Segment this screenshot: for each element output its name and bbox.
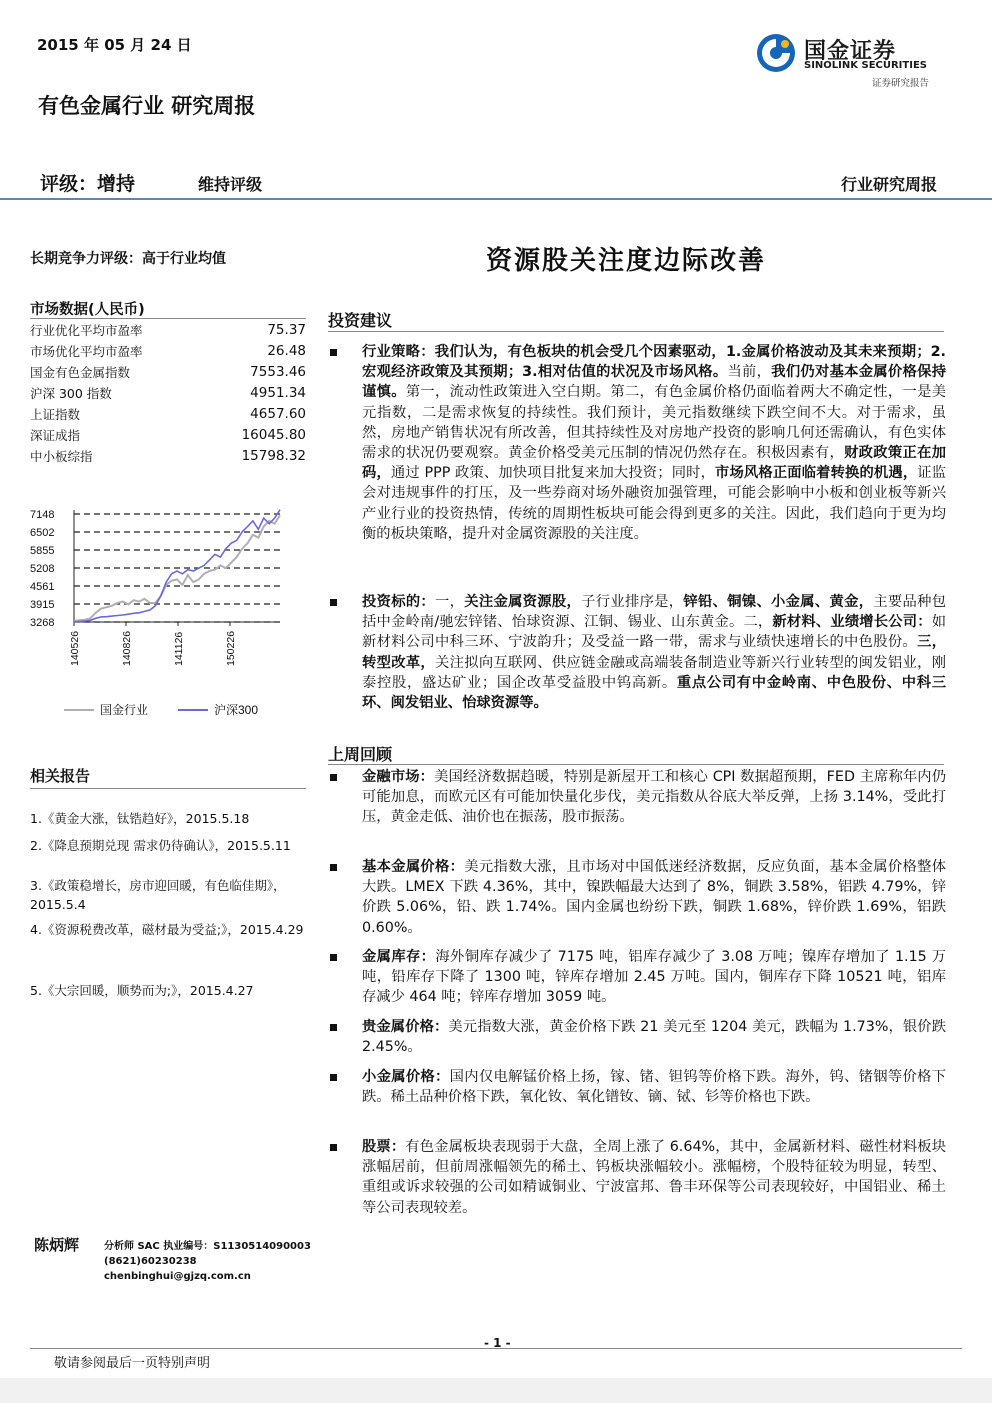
rating-sub: 维持评级 xyxy=(198,175,263,194)
market-label: 国金有色金属指数 xyxy=(30,365,131,380)
index-comparison-chart xyxy=(30,498,314,728)
analyst-info xyxy=(104,1239,311,1284)
industry-title: 有色金属行业 研究周报 xyxy=(38,93,256,118)
x-tick-label: 140826 xyxy=(121,630,133,666)
y-tick-label: 6502 xyxy=(30,526,55,539)
market-row xyxy=(30,341,306,362)
market-value: 4657.60 xyxy=(250,406,306,422)
paragraph: 小金属价格：国内仅电解锰价格上扬，镓、锗、钽钨等价格下跌。海外，钨、锗铟等价格下跌。稀土品种价格下跌，氧化钕、氧化镨钕、镝、铽、钐等价格也下跌。 xyxy=(362,1069,947,1106)
related-report-item[interactable]: 2.《降息预期兑现 需求仍待确认》，2015.5.11 xyxy=(30,838,291,853)
logo-subtitle: 证券研究报告 xyxy=(872,78,930,89)
bullet-icon xyxy=(330,774,337,781)
logo-chinese: 国金证券 xyxy=(804,39,897,64)
bullet-icon xyxy=(330,1144,337,1151)
paragraph: 股票：有色金属板块表现弱于大盘，全周上涨了 6.64%，其中，金属新材料、磁性材料板块涨幅居前，但前周涨幅领先的稀土、钨板块涨幅较小。涨幅榜，个股特征较为明显，转型、重组或诉求较强的公司如精诚铜业、宁波富邦、鲁丰环保等公司表现较好，中国铝业、稀土等公司表现较差。 xyxy=(362,1139,946,1216)
analyst-email[interactable]: chenbinghui@gjzq.com.cn xyxy=(104,1271,251,1282)
y-tick-label: 3268 xyxy=(30,617,55,629)
report-date: 2015 年 05 月 24 日 xyxy=(37,36,192,54)
footer-bar xyxy=(0,1378,992,1403)
analyst-sac-number: 分析师 SAC 执业编号：S1130514090003 xyxy=(104,1241,311,1252)
analyst-phone: (8621)60230238 xyxy=(104,1256,197,1267)
related-report-item[interactable]: 5.《大宗回暖，顺势而为;》，2015.4.27 xyxy=(30,983,254,998)
market-row xyxy=(30,425,306,446)
bullet-investment-targets xyxy=(330,592,946,713)
market-value: 75.37 xyxy=(267,322,306,338)
divider xyxy=(30,788,306,789)
divider xyxy=(328,331,944,332)
series-line xyxy=(74,510,280,622)
y-tick-label: 7148 xyxy=(30,509,55,521)
market-data-heading: 市场数据(人民币) xyxy=(30,302,145,318)
x-tick-label: 140526 xyxy=(69,630,81,666)
bullet-icon xyxy=(330,954,337,961)
market-value: 26.48 xyxy=(267,343,306,359)
y-tick-label: 5208 xyxy=(30,563,55,575)
market-row xyxy=(30,383,306,404)
market-row xyxy=(30,320,306,341)
market-label: 市场优化平均市盈率 xyxy=(30,344,143,359)
paragraph: 行业策略：我们认为，有色板块的机会受几个因素驱动，1.金属价格波动及其未来预期；2.宏观经济政策及其预期；3.相对估值的状况及市场风格。当前，我们仍对基本金属价格保持谨慎。第一，流动性政策进入空白期。第二，有色金属价格仍面临着两大不确定性，一是美元指数，二是需求恢复的持续性。我们预计，美元指数继续下跌空间不大。对于需求，虽然，房地产销售状况有所改善，但其持续性及对房地产投资的影响几何还需确认，有色实体需求的状况仍要观察。黄金价格受美元压制的情况仍然存在。积极因素有，财政政策正在加码，通过 PPP 政策、加快项目批复来加大投资；同时，市场风格正面临着转换的机遇，证监会对违规事件的打压，及一些券商对场外融资加强管理，可能会影响中小板和创业板等新兴产业行业的投资热情，传统的周期性板块可能会得到更多的关注。因此，我们趋向于更为均衡的板块策略，提升对金属资源股的关注度。 xyxy=(362,344,947,542)
market-label: 深证成指 xyxy=(30,428,81,443)
main-title: 资源股关注度边际改善 xyxy=(486,246,767,276)
bullet-icon xyxy=(330,1024,337,1031)
y-tick-label: 5855 xyxy=(30,544,55,557)
bullet-icon xyxy=(330,864,337,871)
bullet-icon xyxy=(330,349,337,356)
y-tick-label: 3915 xyxy=(30,598,55,611)
bullet-industry-strategy xyxy=(330,342,946,544)
market-row xyxy=(30,362,306,383)
report-type: 行业研究周报 xyxy=(840,175,937,194)
bullet-metal-inventory xyxy=(330,947,946,1008)
bullet-minor-metal-prices xyxy=(330,1067,946,1107)
market-label: 中小板综指 xyxy=(30,449,93,464)
paragraph: 金融市场：美国经济数据趋暖，特别是新屋开工和核心 CPI 数据超预期，FED 主席称年内仍可能加息，而欧元区有可能加快量化步伐，美元指数从谷底大举反弹，上扬 3.14%，受此打压，黄金走低、油价也在振荡，股市振荡。 xyxy=(362,769,947,826)
x-tick-label: 150226 xyxy=(225,630,237,666)
bullet-base-metal-prices xyxy=(330,857,946,938)
related-reports-heading: 相关报告 xyxy=(30,767,91,785)
related-report-item[interactable]: 1.《黄金大涨，钛锆趋好》，2015.5.18 xyxy=(30,811,250,826)
page-number: - 1 - xyxy=(484,1336,511,1350)
market-row xyxy=(30,404,306,425)
market-value: 7553.46 xyxy=(250,364,306,380)
market-value: 4951.34 xyxy=(250,385,306,401)
competitiveness-rating: 长期竞争力评级：高于行业均值 xyxy=(30,251,226,267)
company-logo xyxy=(752,30,947,90)
footer-note: 敬请参阅最后一页特别声明 xyxy=(54,1356,211,1371)
bullet-icon xyxy=(330,1074,337,1081)
related-report-item[interactable]: 4.《资源税费改革，磁材最为受益;》，2015.4.29 xyxy=(30,922,304,937)
market-label: 上证指数 xyxy=(30,407,81,422)
section-heading-review: 上周回顾 xyxy=(328,745,393,764)
market-value: 16045.80 xyxy=(241,427,306,443)
bullet-icon xyxy=(330,599,337,606)
paragraph: 基本金属价格：美元指数大涨，且市场对中国低迷经济数据，反应负面，基本金属价格整体大跌。LMEX 下跌 4.36%，其中，镍跌幅最大达到了 8%，铜跌 3.58%，铝跌 4.79%，锌价跌 5.06%，铅、跌 1.74%。国内金属也纷纷下跌，铜跌 1.68%，锌价跌 1.69%，铝跌 0.60%。 xyxy=(362,859,947,936)
market-value: 15798.32 xyxy=(241,448,306,464)
market-row xyxy=(30,446,306,467)
related-report-item[interactable]: 3.《政策稳增长，房市迎回暖，有色临佳期》，2015.5.4 xyxy=(30,878,286,912)
rating-label: 评级：增持 xyxy=(40,173,136,195)
paragraph: 贵金属价格：美元指数大涨，黄金价格下跌 21 美元至 1204 美元，跌幅为 1.73%，银价跌 2.45%。 xyxy=(362,1019,947,1056)
analyst-name: 陈炳辉 xyxy=(34,1236,80,1254)
market-label: 沪深 300 指数 xyxy=(30,386,112,401)
legend-label: 沪深300 xyxy=(214,703,259,717)
x-tick-label: 141126 xyxy=(173,631,185,666)
y-tick-label: 4561 xyxy=(30,581,55,594)
legend-label: 国金行业 xyxy=(100,703,149,717)
bullet-stocks xyxy=(330,1137,946,1218)
divider xyxy=(30,1348,962,1349)
sinolink-logo-icon xyxy=(756,33,796,73)
bullet-precious-metal-prices xyxy=(330,1017,946,1057)
logo-english: SINOLINK SECURITIES xyxy=(804,60,927,71)
paragraph: 金属库存：海外铜库存减少了 7175 吨，铝库存减少了 3.08 万吨；镍库存增加了 1.15 万吨，铅库存下降了 1300 吨，锌库存增加 2.45 万吨。国内，铜库存下降 10521 吨，铝库存减少 464 吨；锌库存增加 3059 吨。 xyxy=(362,949,946,1006)
divider xyxy=(30,318,306,319)
market-data-table xyxy=(30,320,306,467)
divider xyxy=(328,764,944,765)
bullet-financial-market xyxy=(330,767,946,828)
section-heading-investment: 投资建议 xyxy=(328,311,393,330)
market-label: 行业优化平均市盈率 xyxy=(30,323,143,338)
paragraph: 投资标的：一，关注金属资源股，子行业排序是，锌铅、铜镍、小金属、黄金，主要品种包括中金岭南/驰宏锌锗、怡球资源、江铜、锡业、山东黄金。二，新材料、业绩增长公司：如新材料公司中科三环、宁波韵升；及受益一路一带，需求与业绩快速增长的中色股份。三，转型改革，关注拟向互联网、供应链金融或高端装备制造业等新兴行业转型的闽发铝业，刚泰控股，盛达矿业；国企改革受益股中钨高新。重点公司有中金岭南、中色股份、中科三环、闽发铝业、怡球资源等。 xyxy=(362,594,947,712)
